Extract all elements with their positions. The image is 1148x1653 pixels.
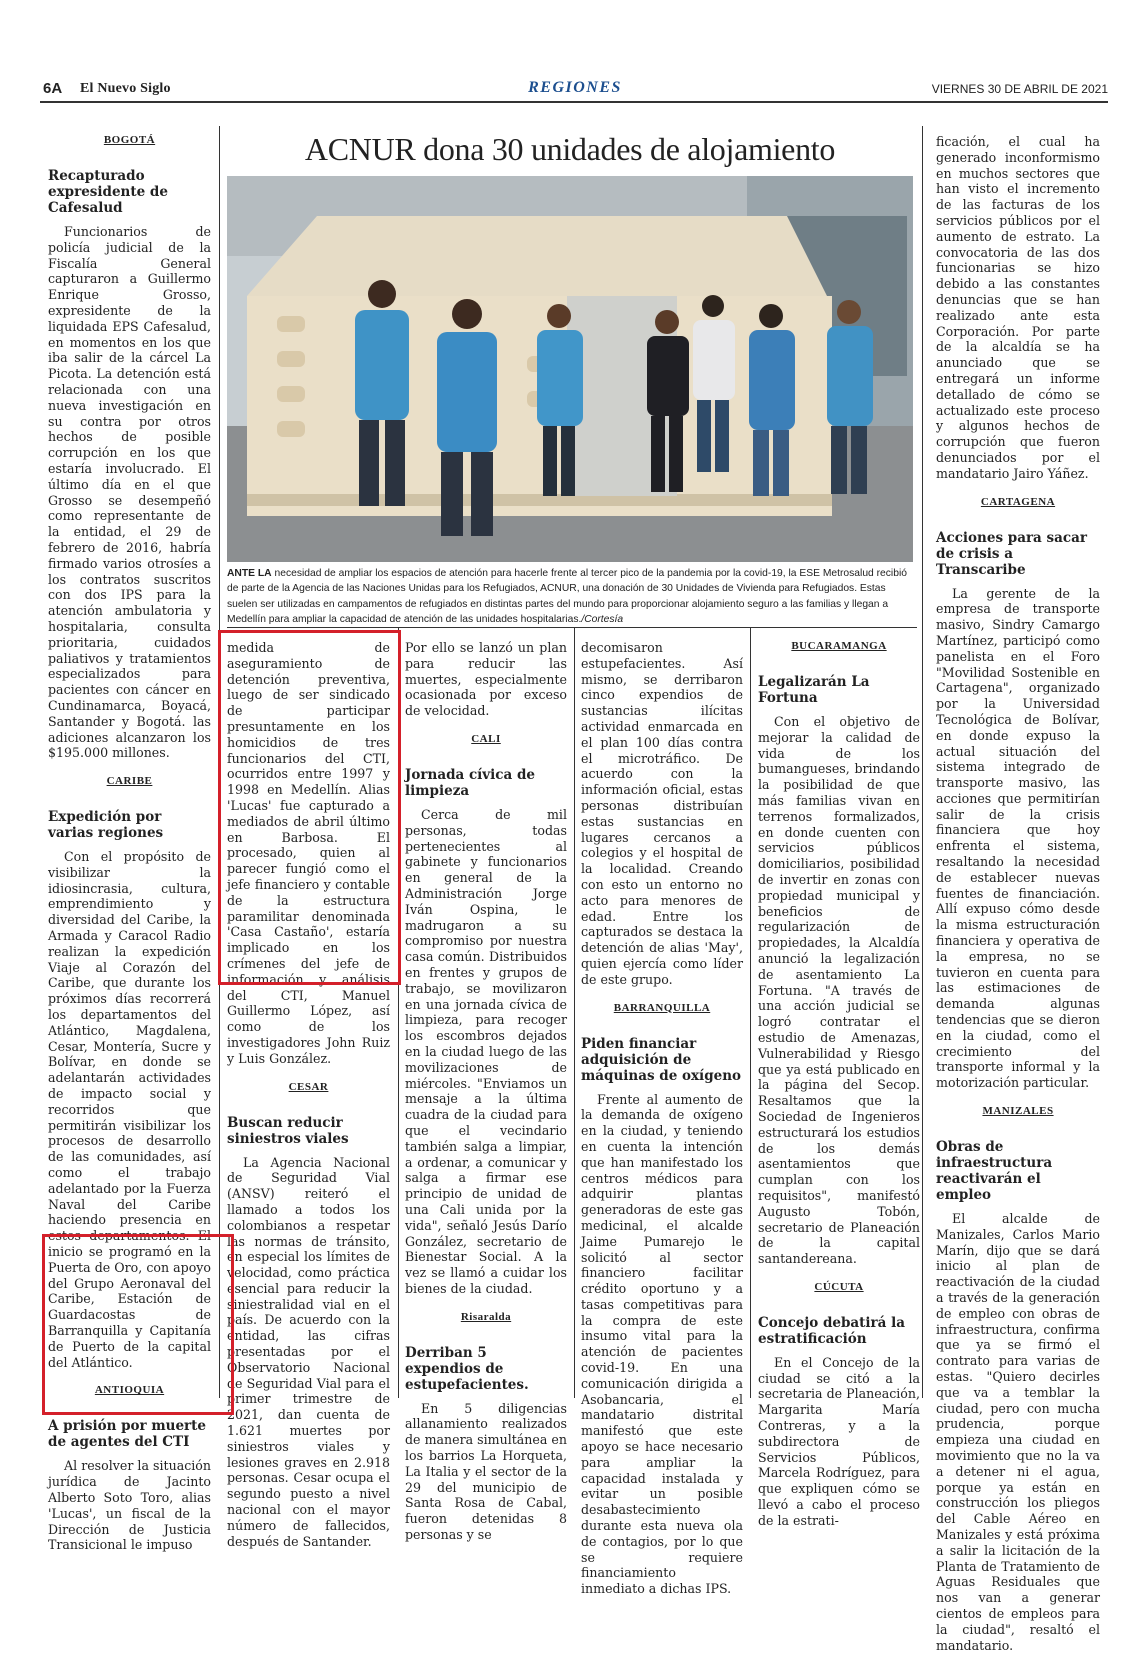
- caption-lead: ANTE LA: [227, 568, 272, 579]
- article-title-cucuta: Concejo debatirá la estratificación: [758, 1314, 905, 1347]
- caption-text: necesidad de ampliar los espacios de atención para hacerle frente al tercer pico de la pandemia por la covid-19, la ESE Metrosalud recibió de parte de la Agencia de las Naciones Unidas para los Refugiados, ACNUR, una donación de 30 Unidades de Vivienda para Refugiados. Estas suelen ser utilizadas en campamentos de refugiados en distintas partes del mundo para proporcionar alojamiento seguro a las familias y llegan a Medellín para ampliar la capacidad de atención de las unidades hospitalarias.: [227, 568, 907, 626]
- article-body-bogota: Funcionarios de policía judicial de la Fiscalía General capturaron a Guillermo Enrique Grosso, expresidente de la liquidada EPS Cafesalud, en momentos en los que iba salir de la cárcel La Picota. La detención está relacionada con una nueva investigación en su contra por otros hechos de posible corrupción en los que estaría involucrado. El último día en el que Grosso se desempeñó como representante de la entidad, el 29 de febrero de 2016, habría firmado varios otrosíes a los contratos suscritos con dos IPS para la atención ambulatoria y hospitalaria, consulta prioritaria, cuidados paliativos y tratamientos especializados para pacientes con cáncer en Cundinamarca, Boyacá, Santander y Bogotá. las adiciones alcanzaron los $195.000 millones.: [48, 224, 211, 761]
- article-body-risaralda: En 5 diligencias allanamiento realizados de manera simultánea en los barrios La Horqueta, La Italia y el sector de la 29 del municipio de Santa Rosa de Cabal, fueron detenidas 8 personas y se: [405, 1400, 567, 1543]
- article-body-cucuta: En el Concejo de la ciudad se citó a la secretaria de Planeación, Margarita María Contreras, y a la subdirectora de Servicios Públicos, Marcela Rodríguez, para que expliquen cómo se llevó a cabo el proceso de la estrati-: [758, 1354, 920, 1528]
- article-title-cali: Jornada cívica de limpieza: [405, 766, 535, 799]
- caption-rule: [227, 627, 917, 628]
- section-label-risaralda: Risaralda: [460, 1310, 512, 1323]
- section-label-antioquia: ANTIOQUIA: [94, 1384, 165, 1397]
- section-label-barranquilla: BARRANQUILLA: [613, 1001, 711, 1014]
- article-title-bogota: Recapturado expresidente de Cafesalud: [48, 168, 168, 216]
- continuation-cesar: Por ello se lanzó un plan para reducir las muertes, especialmente ocasionada por exceso de velocidad.: [405, 640, 567, 719]
- highlight-box-antioquia: [42, 1234, 234, 1415]
- article-body-caribe: Con el propósito de visibilizar la idiosincrasia, cultura, emprendimiento y diversidad del Caribe, la Armada y Caracol Radio realizan la expedición Viaje al Corazón del Caribe, que durante los próximos días recorrerá los departamentos del Atlántico, Magdalena, Cesar, Montería, Sucre y Bolívar, en donde se adelantarán actividades de impacto social y recorridos que permitirán visibilizar los procesos de desarrollo de las comunidades, así como el trabajo adelantado por la Fuerza Naval del Caribe haciendo presencia en estos departamentos. El inicio se programó en la Puerta de Oro, con apoyo del Grupo Aeronaval del Caribe, Estación de Guardacostas de Barranquilla y Capitanía de Puerto de la capital del Atlántico.: [48, 849, 211, 1370]
- section-name: REGIONES: [528, 79, 622, 96]
- main-headline: ACNUR dona 30 unidades de alojamiento: [304, 131, 836, 167]
- article-title-barranquilla: Piden financiar adquisición de máquinas de oxígeno: [581, 1035, 742, 1084]
- column-4: [581, 640, 743, 1597]
- photo-caption: [227, 566, 915, 628]
- article-title-bucaramanga: Legalizarán La Fortuna: [758, 674, 870, 706]
- column-rule: [574, 628, 575, 1398]
- article-body-antioquia: Al resolver la situación jurídica de Jacinto Alberto Soto Toro, alias 'Lucas', un fiscal de la Dirección de Justicia Transicional le impuso: [48, 1458, 211, 1553]
- article-title-cesar: Buscan reducir siniestros viales: [227, 1114, 349, 1147]
- article-title-manizales: Obras de infraestructura reactivarán el empleo: [936, 1139, 1053, 1204]
- section-label-manizales: MANIZALES: [982, 1105, 1054, 1118]
- article-body-barranquilla: Frente al aumento de la demanda de oxígeno en la ciudad, y teniendo en cuenta la intención que han manifestado los centros médicos para adquirir plantas generadoras de este gas medicinal, el alcalde Jaime Pumarejo le solicitó al sector financiero facilitar crédito oportuno y a tasas competitivas para la compra de este insumo vital para la atención de pacientes covid-19. En una comunicación dirigida a Asobancaria, el mandatario distrital manifestó que este apoyo se hace necesario para ampliar la capacidad instalada y evitar un posible desabastecimiento durante esta nueva ola de contagios, por lo que se requiere financiamiento inmediato a dichas IPS.: [581, 1091, 743, 1597]
- article-title-antioquia: A prisión por muerte de agentes del CTI: [48, 1418, 206, 1451]
- page-number: 6A: [43, 80, 63, 97]
- section-label-bucaramanga: BUCARAMANGA: [791, 640, 887, 652]
- column-5: [758, 640, 920, 1529]
- article-body-cartagena: La gerente de la empresa de transporte masivo, Sindry Camargo Martínez, participó como panelista en el Foro "Movilidad Sostenible en Cartagena", organizado por la Universidad Tecnológica de Bolívar, en donde expuso la actual situación del sistema integrado de transporte masivo, las acciones que permitirían salir de la crisis financiera que hoy enfrenta el sistema, resaltando la necesidad de establecer nuevas fuentes de financiación. Allí expuso cómo desde la misma estructuración financiera y operativa de la empresa, no se tuvieron en cuenta para las estimaciones de demanda algunas tendencias que se dieron en la ciudad, como el crecimiento del transporte informal y la motorización particular.: [936, 585, 1100, 1091]
- news-photo: [227, 176, 913, 562]
- highlight-box-continuation: [218, 630, 401, 985]
- column-rule: [750, 628, 751, 1398]
- column-rule: [922, 126, 923, 1398]
- article-body-cali: Cerca de mil personas, todas pertenecientes al gabinete y funcionarios en general de la Administración Jorge Iván Ospina, le madrugaron a su compromiso por nuestra casa común. Distribuidos en frentes y grupos de trabajo, se movilizaron en una jornada cívica de limpieza, para recoger los escombros dejados en la ciudad luego de las movilizaciones de miércoles. "Enviamos un mensaje a la última cuadra de la ciudad para que el vecindario también salga a limpiar, a ordenar, a comunicar y salga a firmar ese principio de unidad de una Cali unida por la vida", señaló Jesús Darío González, secretario de Bienestar Social. A la vez se llamó a cuidar los bienes de la ciudad.: [405, 806, 567, 1296]
- article-title-risaralda: Derriban 5 expendios de estupefacientes.: [405, 1344, 529, 1393]
- article-body-cesar: La Agencia Nacional de Seguridad Vial (ANSV) reiteró el llamado a todos los colombianos a respetar las normas de tránsito, en especial los límites de velocidad, como práctica esencial para reducir la siniestralidad vial en el país. De acuerdo con la entidad, las cifras presentadas por el Observatorio Nacional de Seguridad Vial para el primer trimestre de 2021, dan cuenta de 1.621 muertes por siniestros viales y lesiones graves en 2.918 personas. Cesar ocupa el segundo puesto a nivel nacional con el mayor número de fallecidos, después de Santander.: [227, 1154, 390, 1549]
- issue-date: VIERNES 30 DE ABRIL DE 2021: [931, 82, 1108, 96]
- continuation-antioquia: medida de aseguramiento de detención preventiva, luego de ser sindicado de participar presuntamente en los homicidios de tres funcionarios del CTI, ocurridos entre 1997 y 1998 en Medellín. Alias 'Lucas' fue capturado a mediados de abril último en Barbosa. El procesado, quien al parecer fungió como el jefe financiero y contable de la estructura paramilitar denominada 'Casa Castaño', estaría implicado en los crímenes del jefe de información y análisis del CTI, Manuel Guillermo López, así como de los investigadores John Ruiz y Luis González.: [227, 640, 390, 1066]
- newspaper-name: El Nuevo Siglo: [80, 81, 171, 96]
- continuation-risaralda: decomisaron estupefacientes. Así mismo, se derribaron cinco expendios de sustancias ilícitas actividad enmarcada en el plan 100 días contra el microtráfico. De acuerdo con la información oficial, estas personas distribuían estas sustancias en lugares cercanos a colegios y el hospital de la localidad. Creando con esto un entorno no acto para menores de edad. Entre los capturados se destaca la detención de alias 'May', quien ejercía como líder de este grupo.: [581, 640, 743, 987]
- section-label-cesar: CESAR: [288, 1080, 329, 1093]
- photo-credit: /Cortesía: [581, 614, 624, 626]
- article-title-cartagena: Acciones para sacar de crisis a Transcaribe: [936, 529, 1087, 578]
- section-label-cali: CALI: [471, 732, 501, 745]
- header-rule: [40, 101, 1108, 103]
- section-label-bogota: BOGOTÁ: [103, 134, 156, 146]
- section-label-caribe: CARIBE: [106, 775, 153, 788]
- section-label-cartagena: CARTAGENA: [980, 495, 1056, 508]
- article-title-caribe: Expedición por varias regiones: [48, 809, 164, 842]
- column-3: [405, 640, 567, 1543]
- article-body-bucaramanga: Con el objetivo de mejorar la calidad de vida de los bumangueses, brindando la posibilidad de que más familias vivan en terrenos formalizados, en donde cuenten con servicios públicos domiciliarios, posibilidad de invertir en zonas con propiedad municipal y beneficios de regularización de propiedades, la Alcaldía anunció la legalización de asentamiento La Fortuna. "A través de una acción judicial se logró contratar el estudio de Amenazas, Vulnerabilidad y Riesgo que ya está publicado en la página del Secop. Resaltamos que la Sociedad de Ingenieros estructurará los estudios de los demás asentamientos que cumplan con los requisitos", manifestó Augusto Tobón, secretario de Planeación de la capital santandereana.: [758, 714, 920, 1267]
- continuation-cucuta: ficación, el cual ha generado inconformismo en muchos sectores que han visto el incremento de las facturas de los servicios públicos por el aumento de estrato. La convocatoria de las dos funcionarias se hizo debido a las constantes denuncias que se han realizado ante esta Corporación. Por parte de la alcaldía se ha anunciado que se entregará un informe detallado de cómo se actualizado este proceso y algunos hechos de corrupción que fueron denunciados por el mandatario Jairo Yáñez.: [936, 134, 1100, 481]
- section-label-cucuta: CÚCUTA: [814, 1280, 864, 1293]
- column-6: [936, 134, 1100, 1653]
- article-body-manizales: El alcalde de Manizales, Carlos Mario Marín, dijo que se dará inicio al plan de reactivación de la ciudad a través de la generación de empleo con obras de infraestructura, confirma que ya se firmó el contrato para varias de estas. "Quiero decirles que va a temblar la ciudad, pero con mucha prudencia, porque empieza una ciudad en movimiento que no la va a detener ni el agua, porque ya están en construcción los pliegos del Cable Aéreo en Manizales y está próxima a salir la licitación de la Planta de Tratamiento de Aguas Residuales que nos van a generar cientos de empleos para la ciudad", resaltó el mandatario.: [936, 1211, 1100, 1653]
